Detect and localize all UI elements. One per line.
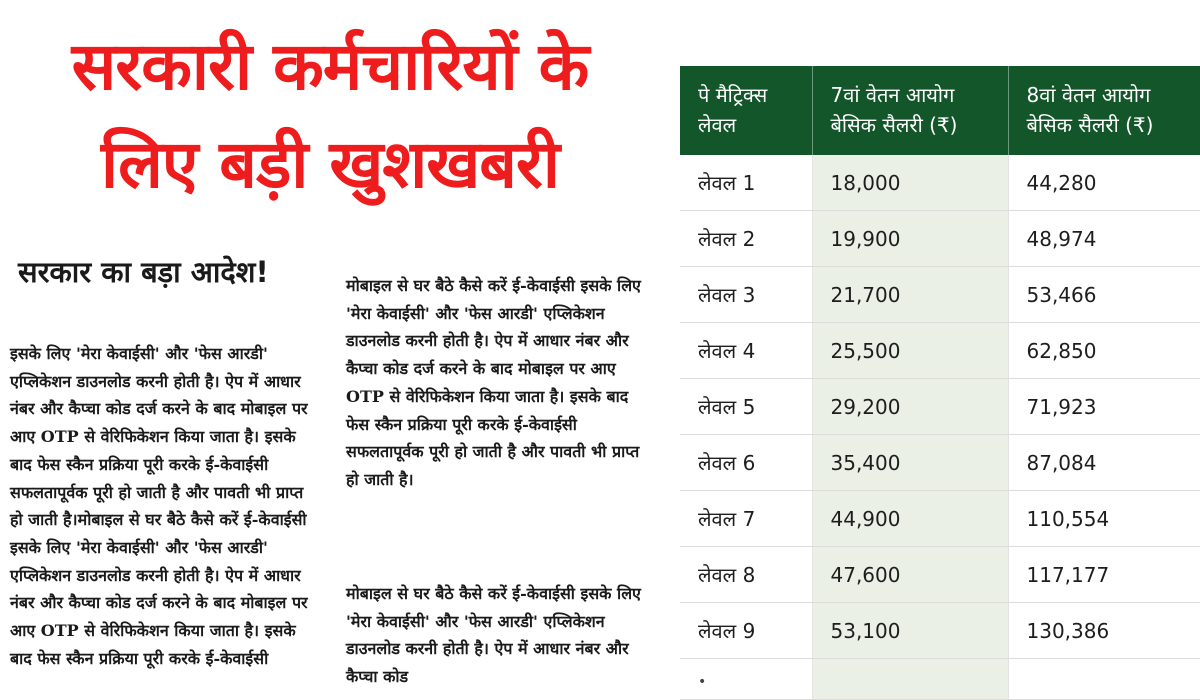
article-column-3 <box>346 580 642 687</box>
salary-table-grid <box>680 66 1200 700</box>
table-row <box>680 547 1200 603</box>
header-7th-pay <box>812 66 1008 155</box>
salary-table <box>680 66 1200 690</box>
seventh-pay-cell: 44,900 <box>812 491 1008 547</box>
table-row <box>680 603 1200 659</box>
level-cell: लेवल 2 <box>680 211 812 267</box>
seventh-pay-cell: 21,700 <box>812 267 1008 323</box>
eighth-pay-cell: 53,466 <box>1008 267 1200 323</box>
eighth-pay-cell: 71,923 <box>1008 379 1200 435</box>
level-cell: लेवल 9 <box>680 603 812 659</box>
table-row <box>680 491 1200 547</box>
partial-marker: • <box>698 674 707 690</box>
subheadline: सरकार का बड़ा आदेश! <box>18 255 269 289</box>
header-line: 8वां वेतन आयोग <box>1026 83 1151 107</box>
eighth-pay-cell: 48,974 <box>1008 211 1200 267</box>
table-row <box>680 323 1200 379</box>
article-paragraph: मोबाइल से घर बैठे कैसे करें ई-केवाईसी इसके लिए 'मेरा केवाईसी' और 'फेस आरडी' एप्लिकेशन डाउनलोड करनी होती है। ऐप में आधार नंबर और कैप्चा कोड <box>346 584 641 687</box>
header-pay-level <box>680 66 812 155</box>
article-column-1 <box>10 340 318 675</box>
table-row <box>680 267 1200 323</box>
table-row <box>680 379 1200 435</box>
eighth-pay-cell: 117,177 <box>1008 547 1200 603</box>
headline <box>20 18 640 214</box>
article-paragraph: इसके लिए 'मेरा केवाईसी' और 'फेस आरडी' एप्लिकेशन डाउनलोड करनी होती है। ऐप में आधार नंबर और कैप्चा कोड दर्ज करने के बाद मोबाइल पर आए OTP से वेरिफिकेशन किया जाता है। इसके बाद फेस स्कैन प्रक्रिया पूरी करके ई-केवाईसी सफलतापूर्वक पूरी हो जाती है और पावती भी प्राप्त हो जाती है।मोबाइल से घर बैठे कैसे करें ई-केवाईसी इसके लिए 'मेरा केवाईसी' और 'फेस आरडी' एप्लिकेशन डाउनलोड करनी होती है। ऐप में आधार नंबर और कैप्चा कोड दर्ज करने के बाद मोबाइल पर आए OTP से वेरिफिकेशन किया जाता है। इसके बाद फेस स्कैन प्रक्रिया पूरी करके ई-केवाईसी <box>10 344 308 668</box>
article-column-2 <box>346 272 642 542</box>
eighth-pay-cell: 44,280 <box>1008 155 1200 211</box>
header-8th-pay <box>1008 66 1200 155</box>
seventh-pay-cell-partial <box>812 659 1008 700</box>
table-header-row <box>680 66 1200 155</box>
table-row-partial <box>680 659 1200 700</box>
table-row <box>680 211 1200 267</box>
eighth-pay-cell-partial <box>1008 659 1200 700</box>
header-line: बेसिक सैलरी (₹) <box>830 113 958 137</box>
seventh-pay-cell: 47,600 <box>812 547 1008 603</box>
eighth-pay-cell: 130,386 <box>1008 603 1200 659</box>
level-cell: लेवल 3 <box>680 267 812 323</box>
level-cell-partial <box>680 659 812 700</box>
seventh-pay-cell: 19,900 <box>812 211 1008 267</box>
eighth-pay-cell: 87,084 <box>1008 435 1200 491</box>
seventh-pay-cell: 18,000 <box>812 155 1008 211</box>
seventh-pay-cell: 29,200 <box>812 379 1008 435</box>
headline-line-1: सरकारी कर्मचारियों के <box>71 28 589 105</box>
level-cell: लेवल 6 <box>680 435 812 491</box>
level-cell: लेवल 7 <box>680 491 812 547</box>
level-cell: लेवल 8 <box>680 547 812 603</box>
eighth-pay-cell: 110,554 <box>1008 491 1200 547</box>
article-paragraph: मोबाइल से घर बैठे कैसे करें ई-केवाईसी इसके लिए 'मेरा केवाईसी' और 'फेस आरडी' एप्लिकेशन डाउनलोड करनी होती है। ऐप में आधार नंबर और कैप्चा कोड दर्ज करने के बाद मोबाइल पर आए OTP से वेरिफिकेशन किया जाता है। इसके बाद फेस स्कैन प्रक्रिया पूरी करके ई-केवाईसी सफलतापूर्वक पूरी हो जाती है और पावती भी प्राप्त हो जाती है। <box>346 276 641 489</box>
table-row <box>680 435 1200 491</box>
header-line: 7वां वेतन आयोग <box>830 83 955 107</box>
header-line: पे मैट्रिक्स <box>698 83 768 107</box>
level-cell: लेवल 1 <box>680 155 812 211</box>
eighth-pay-cell: 62,850 <box>1008 323 1200 379</box>
level-cell: लेवल 4 <box>680 323 812 379</box>
header-line: लेवल <box>698 113 737 137</box>
level-cell: लेवल 5 <box>680 379 812 435</box>
table-row <box>680 155 1200 211</box>
seventh-pay-cell: 53,100 <box>812 603 1008 659</box>
headline-line-2: लिए बड़ी खुशखबरी <box>100 126 559 203</box>
header-line: बेसिक सैलरी (₹) <box>1026 113 1154 137</box>
seventh-pay-cell: 25,500 <box>812 323 1008 379</box>
seventh-pay-cell: 35,400 <box>812 435 1008 491</box>
